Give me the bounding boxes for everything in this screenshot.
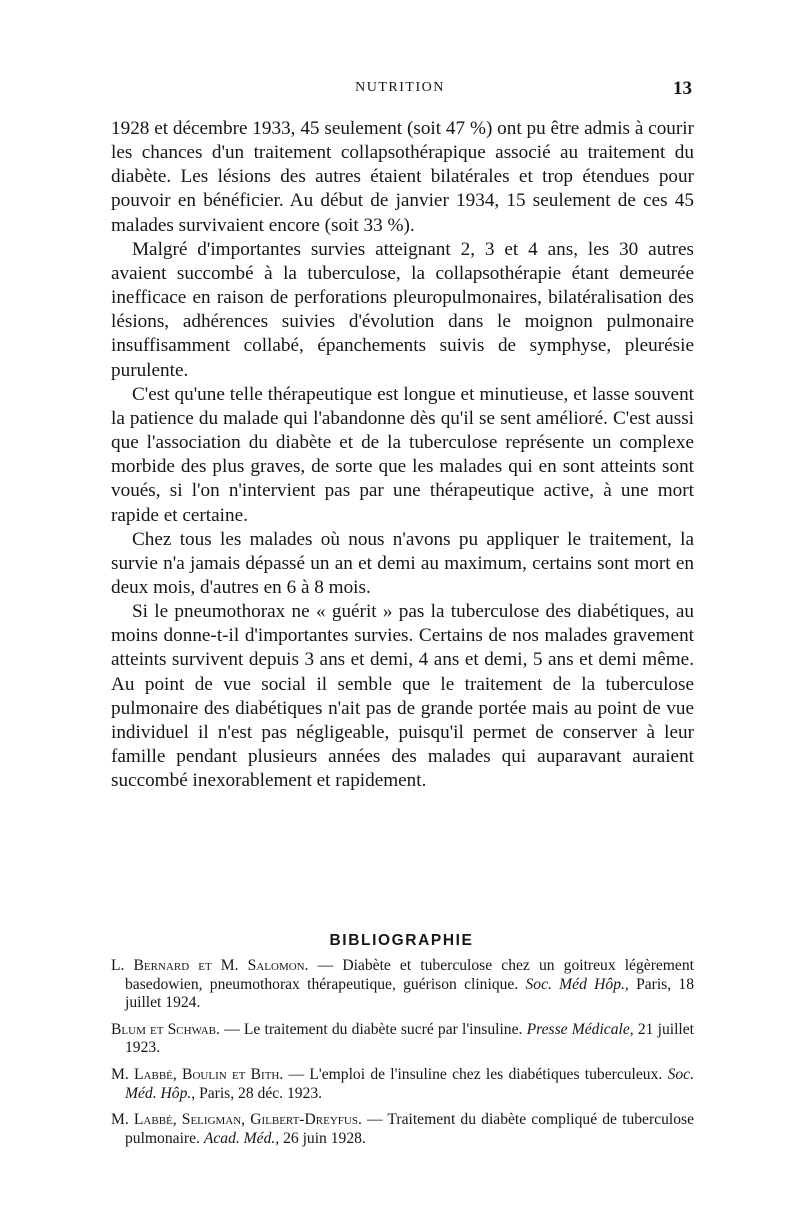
page-number: 13	[673, 78, 692, 99]
bibliography-entry	[111, 1021, 694, 1058]
reference-source: Presse Médicale,	[526, 1020, 634, 1038]
bibliography-heading: BIBLIOGRAPHIE	[329, 932, 474, 949]
reference-authors: L. Bernard et M. Salomon.	[111, 957, 309, 974]
reference-details: , 26 juin 1928.	[275, 1129, 366, 1147]
paragraph: Si le pneumothorax ne « guérit » pas la tuberculose des diabétiques, au moins donne-t-il d'importantes survies. Certains de nos malades gravement atteints survivent depuis 3 ans et demi, 4 ans et demi, 5 ans et demi même. Au point de vue social il semble que le traitement de la tuberculose pulmonaire des diabétiques n'ait pas de grande portée mais au point de vue individuel il n'est pas négligeable, puisqu'il permet de conserver à leur famille pendant plusieurs années des malades qui auparavant auraient succombé inexorablement et rapidement.	[111, 601, 694, 792]
reference-title: — L'emploi de l'insuline chez les diabétiques tuberculeux.	[283, 1065, 668, 1083]
reference-source: Soc. Méd Hôp.	[525, 975, 625, 993]
body-text	[111, 117, 694, 793]
running-head	[110, 80, 690, 102]
reference-details: , Paris, 18 juillet 1924.	[125, 975, 695, 1012]
bibliography-entry	[111, 1066, 694, 1103]
paragraph: C'est qu'une telle thérapeutique est longue et minutieuse, et lasse souvent la patience du malade qui l'abandonne dès qu'il se sent amélioré. C'est aussi que l'association du diabète et de la tuberculose représente un complexe morbide des plus graves, de sorte que les malades qui en sont atteints sont voués, si l'on n'intervient pas par une thérapeutique active, à une mort rapide et certaine.	[111, 383, 694, 526]
bibliography-entry	[111, 1111, 694, 1148]
reference-title: — Le traitement du diabète sucré par l'insuline.	[219, 1020, 527, 1038]
bibliography-list	[111, 957, 694, 1156]
paragraph: 1928 et décembre 1933, 45 seulement (soit 47 %) ont pu être admis à courir les chances d'un traitement collapsothérapique associé au traitement du diabète. Les lésions des autres étaient bilatérales et trop étendues pour pouvoir en bénéficier. Au début de janvier 1934, 15 seulement de ces 45 malades survivaient encore (soit 33 %).	[111, 118, 694, 236]
reference-authors: Blum et Schwab.	[111, 1020, 220, 1038]
reference-title: — Traitement du diabète compliqué de tuberculose pulmonaire.	[125, 1111, 694, 1147]
reference-source: Soc. Méd. Hôp.	[125, 1065, 694, 1102]
reference-authors: M. Labbé, Seligman, Gilbert-Dreyfus.	[111, 1111, 362, 1129]
reference-details: 21 juillet 1923.	[125, 1020, 694, 1057]
paragraph: Malgré d'importantes survies atteignant 2, 3 et 4 ans, les 30 autres avaient succombé à la tuberculose, la collapsothérapie étant demeurée inefficace en raison de perforations pleuropulmonaires, bilatéralisation des lésions, adhérences suivies d'évolution dans le moignon pulmonaire insuffisamment collabé, épanchements suivis de symphyse, pleurésie purulente.	[111, 238, 694, 381]
reference-title: — Diabète et tuberculose chez un goitreux légèrement basedowien, pneumothorax thérapeutique, guérison clinique.	[125, 957, 694, 993]
reference-source: Acad. Méd.	[203, 1129, 276, 1147]
reference-details: , Paris, 28 déc. 1923.	[191, 1084, 323, 1102]
bibliography-entry	[111, 957, 694, 1013]
paragraph: Chez tous les malades où nous n'avons pu appliquer le traitement, la survie n'a jamais dépassé un an et demi au maximum, certains sont mort en deux mois, d'autres en 6 à 8 mois.	[111, 528, 694, 598]
reference-authors: M. Labbé, Boulin et Bith.	[111, 1065, 284, 1083]
running-title: NUTRITION	[355, 80, 445, 95]
